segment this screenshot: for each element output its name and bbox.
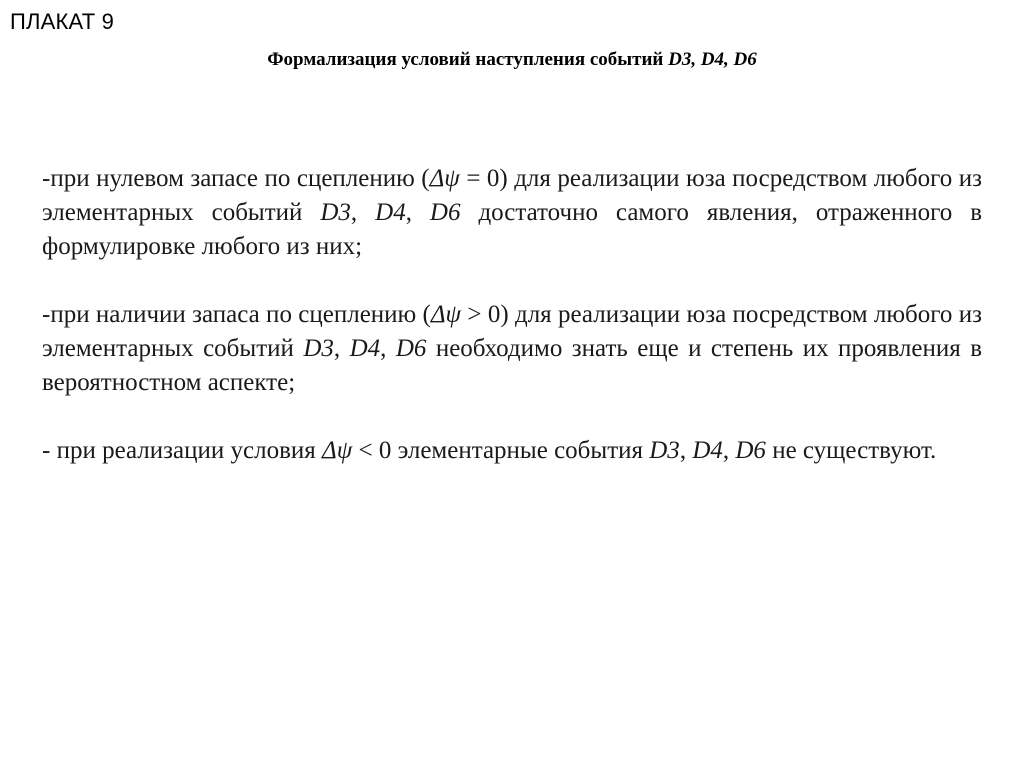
- paragraph-text: не существуют.: [765, 437, 937, 464]
- event-d6: D6: [735, 437, 766, 464]
- body-text: [42, 162, 982, 502]
- event-d4: D4: [692, 437, 723, 464]
- separator: ,: [722, 437, 736, 464]
- event-d3: D3: [320, 199, 351, 226]
- separator: ,: [380, 335, 396, 362]
- event-d6: D6: [395, 335, 427, 362]
- title-event-names: D3, D4, D6: [668, 49, 757, 70]
- paragraph-text: < 0 элементарные события: [352, 437, 650, 464]
- event-d6: D6: [429, 199, 461, 226]
- paragraph-text: достаточно самого явления, отраженного в формулировке любого из них;: [42, 199, 983, 260]
- delta-psi-symbol: Δψ: [322, 437, 353, 464]
- event-d3: D3: [303, 335, 334, 362]
- paragraph-text: необходимо знать еще и степень их проявления в вероятностном аспекте;: [42, 335, 982, 396]
- paragraph-text: -при наличии запаса по сцеплению (: [42, 301, 431, 328]
- event-d4: D4: [349, 335, 381, 362]
- paragraph-negative-margin: [42, 434, 982, 468]
- event-d3: D3: [649, 437, 680, 464]
- title-text: Формализация условий наступления событий: [267, 49, 669, 70]
- delta-psi-symbol: Δψ: [430, 301, 462, 328]
- poster-label: ПЛАКАТ 9: [10, 9, 115, 34]
- paragraph-text: > 0) для реализации юза посредством любого из элементарных событий: [42, 301, 982, 362]
- paragraph-text: - при реализации условия: [42, 437, 323, 464]
- paragraph-positive-margin: [42, 298, 982, 400]
- event-d4: D4: [375, 199, 406, 226]
- separator: ,: [405, 199, 430, 226]
- paragraph-text: = 0) для реализации юза посредством любого из элементарных событий: [42, 165, 982, 226]
- separator: ,: [333, 335, 350, 362]
- page-title: [0, 48, 1024, 72]
- delta-psi-symbol: Δψ: [429, 165, 460, 192]
- paragraph-text: -при нулевом запасе по сцеплению (: [42, 165, 430, 192]
- separator: ,: [350, 199, 376, 226]
- paragraph-zero-margin: [42, 162, 982, 264]
- separator: ,: [679, 437, 693, 464]
